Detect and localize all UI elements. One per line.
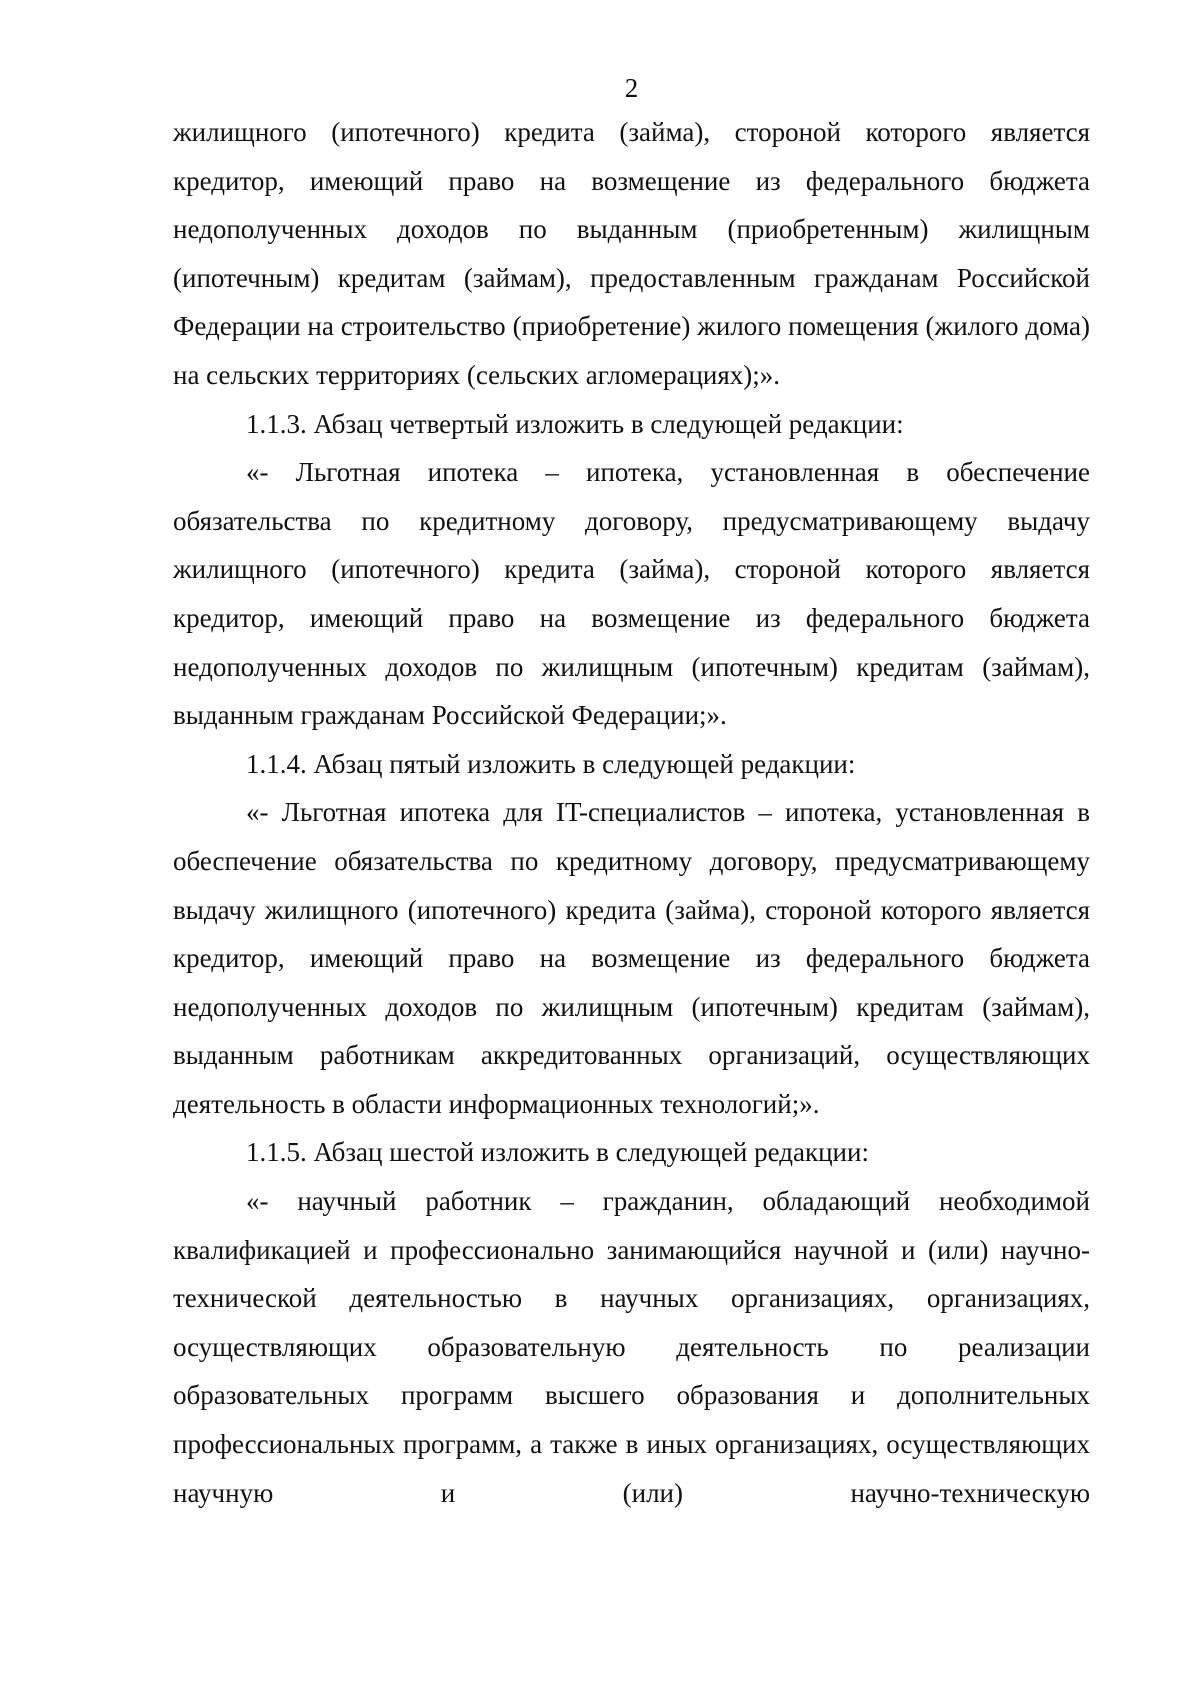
paragraph-item-1-1-3: 1.1.3. Абзац четвертый изложить в следующей редакции:: [246, 408, 904, 439]
document-page: [173, 68, 1090, 1517]
paragraph-scientific-worker: «- научный работник – гражданин, обладающий необходимой квалификацией и профессионально занимающийся научной и (или) научно-технической деятельностью в научных организациях, организациях, осуществляющих образовательную деятельность по реализации образовательных программ высшего образования и дополнительных профессиональных программ, а также в иных организациях, осуществляющих научную и (или) научно-техническую: [173, 1186, 1090, 1508]
paragraph-continuation: жилищного (ипотечного) кредита (займа), стороной которого является кредитор, имеющий право на возмещение из федерального бюджета недополученных доходов по выданным (приобретенным) жилищным (ипотечным) кредитам (займам), предоставленным гражданам Российской Федерации на строительство (приобретение) жилого помещения (жилого дома) на сельских территориях (сельских агломерациях);».: [173, 117, 1090, 390]
paragraph-item-1-1-4: 1.1.4. Абзац пятый изложить в следующей редакции:: [246, 748, 856, 779]
paragraph-it-mortgage: «- Льготная ипотека для IT-специалистов – ипотека, установленная в обеспечение обязательства по кредитному договору, предусматривающему выдачу жилищного (ипотечного) кредита (займа), стороной которого является кредитор, имеющий право на возмещение из федерального бюджета недополученных доходов по жилищным (ипотечным) кредитам (займам), выданным работникам аккредитованных организаций, осуществляющих деятельность в области информационных технологий;».: [173, 797, 1090, 1119]
page-number: 2: [624, 73, 639, 103]
paragraph-item-1-1-5: 1.1.5. Абзац шестой изложить в следующей редакции:: [246, 1137, 869, 1168]
paragraph-preferential-mortgage: «- Льготная ипотека – ипотека, установленная в обеспечение обязательства по кредитному договору, предусматривающему выдачу жилищного (ипотечного) кредита (займа), стороной которого является кредитор, имеющий право на возмещение из федерального бюджета недополученных доходов по жилищным (ипотечным) кредитам (займам), выданным гражданам Российской Федерации;».: [173, 457, 1090, 731]
